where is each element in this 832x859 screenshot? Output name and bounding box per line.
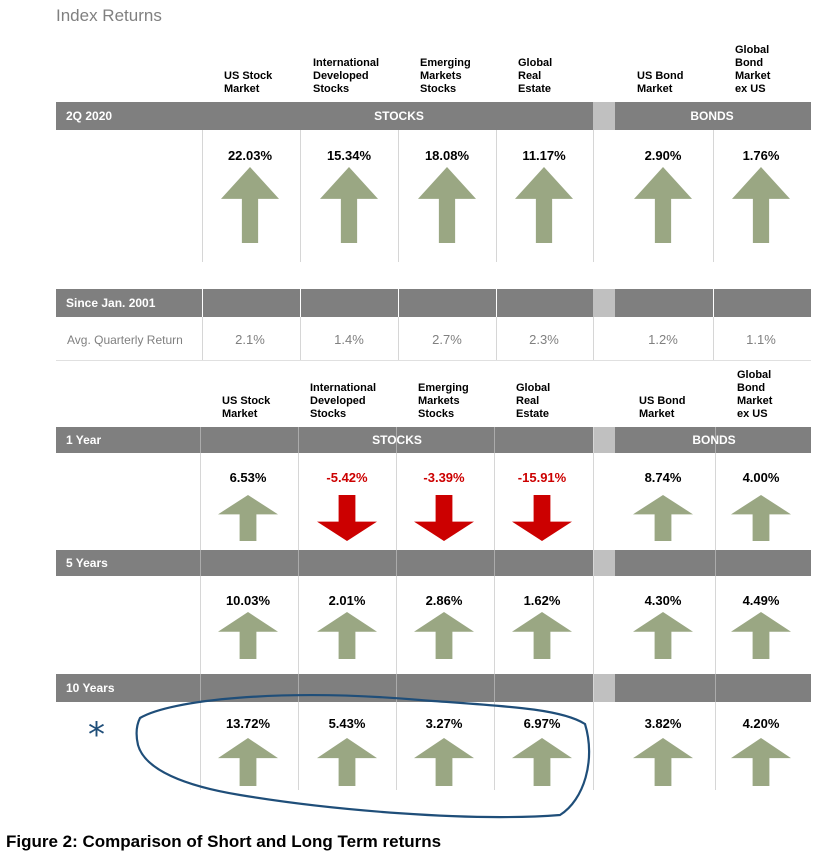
header-line: ex US: [737, 408, 768, 420]
header-line: Market: [224, 83, 260, 95]
page-title: Index Returns: [56, 6, 162, 25]
header-line: Markets: [418, 395, 460, 407]
annotation-circle: [137, 695, 590, 817]
header-line: Estate: [518, 83, 552, 95]
header-line: US Stock: [224, 70, 273, 82]
group-label-stocks: STOCKS: [374, 109, 424, 123]
return-value: 10.03%: [225, 593, 271, 608]
section-label-10y: 10 Years: [66, 681, 115, 695]
header-line: Emerging: [418, 382, 469, 394]
header-line: Market: [735, 70, 771, 82]
header-line: Developed: [310, 395, 366, 407]
avg-quarterly-value: 1.4%: [334, 332, 364, 347]
header-line: Global: [735, 44, 770, 56]
section-label-2q: 2Q 2020: [66, 109, 113, 123]
return-value: 3.82%: [644, 716, 682, 731]
return-value: 13.72%: [225, 716, 271, 731]
return-value: -15.91%: [517, 470, 567, 485]
return-value: 15.34%: [326, 148, 372, 163]
return-value: 4.30%: [644, 593, 682, 608]
return-value: 2.90%: [644, 148, 682, 163]
header-line: Stocks: [420, 83, 457, 95]
header-line: Market: [639, 408, 675, 420]
avg-quarterly-value: 2.7%: [432, 332, 462, 347]
section-label-since: Since Jan. 2001: [66, 296, 156, 310]
header-line: Real: [518, 70, 542, 82]
header-line: Stocks: [310, 408, 347, 420]
return-value: 3.27%: [425, 716, 463, 731]
header-line: US Stock: [222, 395, 271, 407]
header-line: Market: [637, 83, 673, 95]
avg-quarterly-value: 2.1%: [235, 332, 265, 347]
header-line: Market: [737, 395, 773, 407]
header-line: Stocks: [313, 83, 350, 95]
header-line: International: [310, 382, 377, 394]
return-value: 2.86%: [425, 593, 463, 608]
header-line: Developed: [313, 70, 369, 82]
return-value: 2.01%: [328, 593, 366, 608]
header-line: US Bond: [637, 70, 684, 82]
figure-caption: Figure 2: Comparison of Short and Long Term returns: [6, 832, 442, 851]
annotation-asterisk: *: [88, 715, 105, 755]
header-line: Markets: [420, 70, 462, 82]
header-line: Estate: [516, 408, 550, 420]
avg-quarterly-value: 1.2%: [648, 332, 678, 347]
avg-row-label: Avg. Quarterly Return: [67, 333, 183, 347]
header-line: Global: [516, 382, 551, 394]
header-line: ex US: [735, 83, 766, 95]
return-value: 6.97%: [523, 716, 561, 731]
header-line: Bond: [737, 382, 766, 394]
header-line: Emerging: [420, 57, 471, 69]
section-label-5y: 5 Years: [66, 556, 108, 570]
header-line: Global: [737, 369, 772, 381]
avg-quarterly-value: 1.1%: [746, 332, 776, 347]
header-line: Market: [222, 408, 258, 420]
return-value: 1.62%: [523, 593, 561, 608]
return-value: 4.49%: [742, 593, 780, 608]
header-line: Real: [516, 395, 540, 407]
return-value: 8.74%: [644, 470, 682, 485]
return-value: 1.76%: [742, 148, 780, 163]
return-value: 18.08%: [424, 148, 470, 163]
group-label-bonds: BONDS: [690, 109, 734, 123]
header-line: US Bond: [639, 395, 686, 407]
return-value: 6.53%: [229, 470, 267, 485]
return-value: 5.43%: [328, 716, 366, 731]
header-line: Global: [518, 57, 553, 69]
group-label-bonds-2: BONDS: [692, 433, 736, 447]
header-line: Stocks: [418, 408, 455, 420]
return-value: 4.20%: [742, 716, 780, 731]
return-value: 11.17%: [522, 148, 566, 163]
section-label-1y: 1 Year: [66, 433, 102, 447]
return-value: -5.42%: [326, 470, 368, 485]
return-value: -3.39%: [423, 470, 465, 485]
avg-quarterly-value: 2.3%: [529, 332, 559, 347]
header-line: International: [313, 57, 380, 69]
return-value: 4.00%: [742, 470, 780, 485]
group-label-stocks-2: STOCKS: [372, 433, 422, 447]
return-value: 22.03%: [227, 148, 273, 163]
header-line: Bond: [735, 57, 764, 69]
